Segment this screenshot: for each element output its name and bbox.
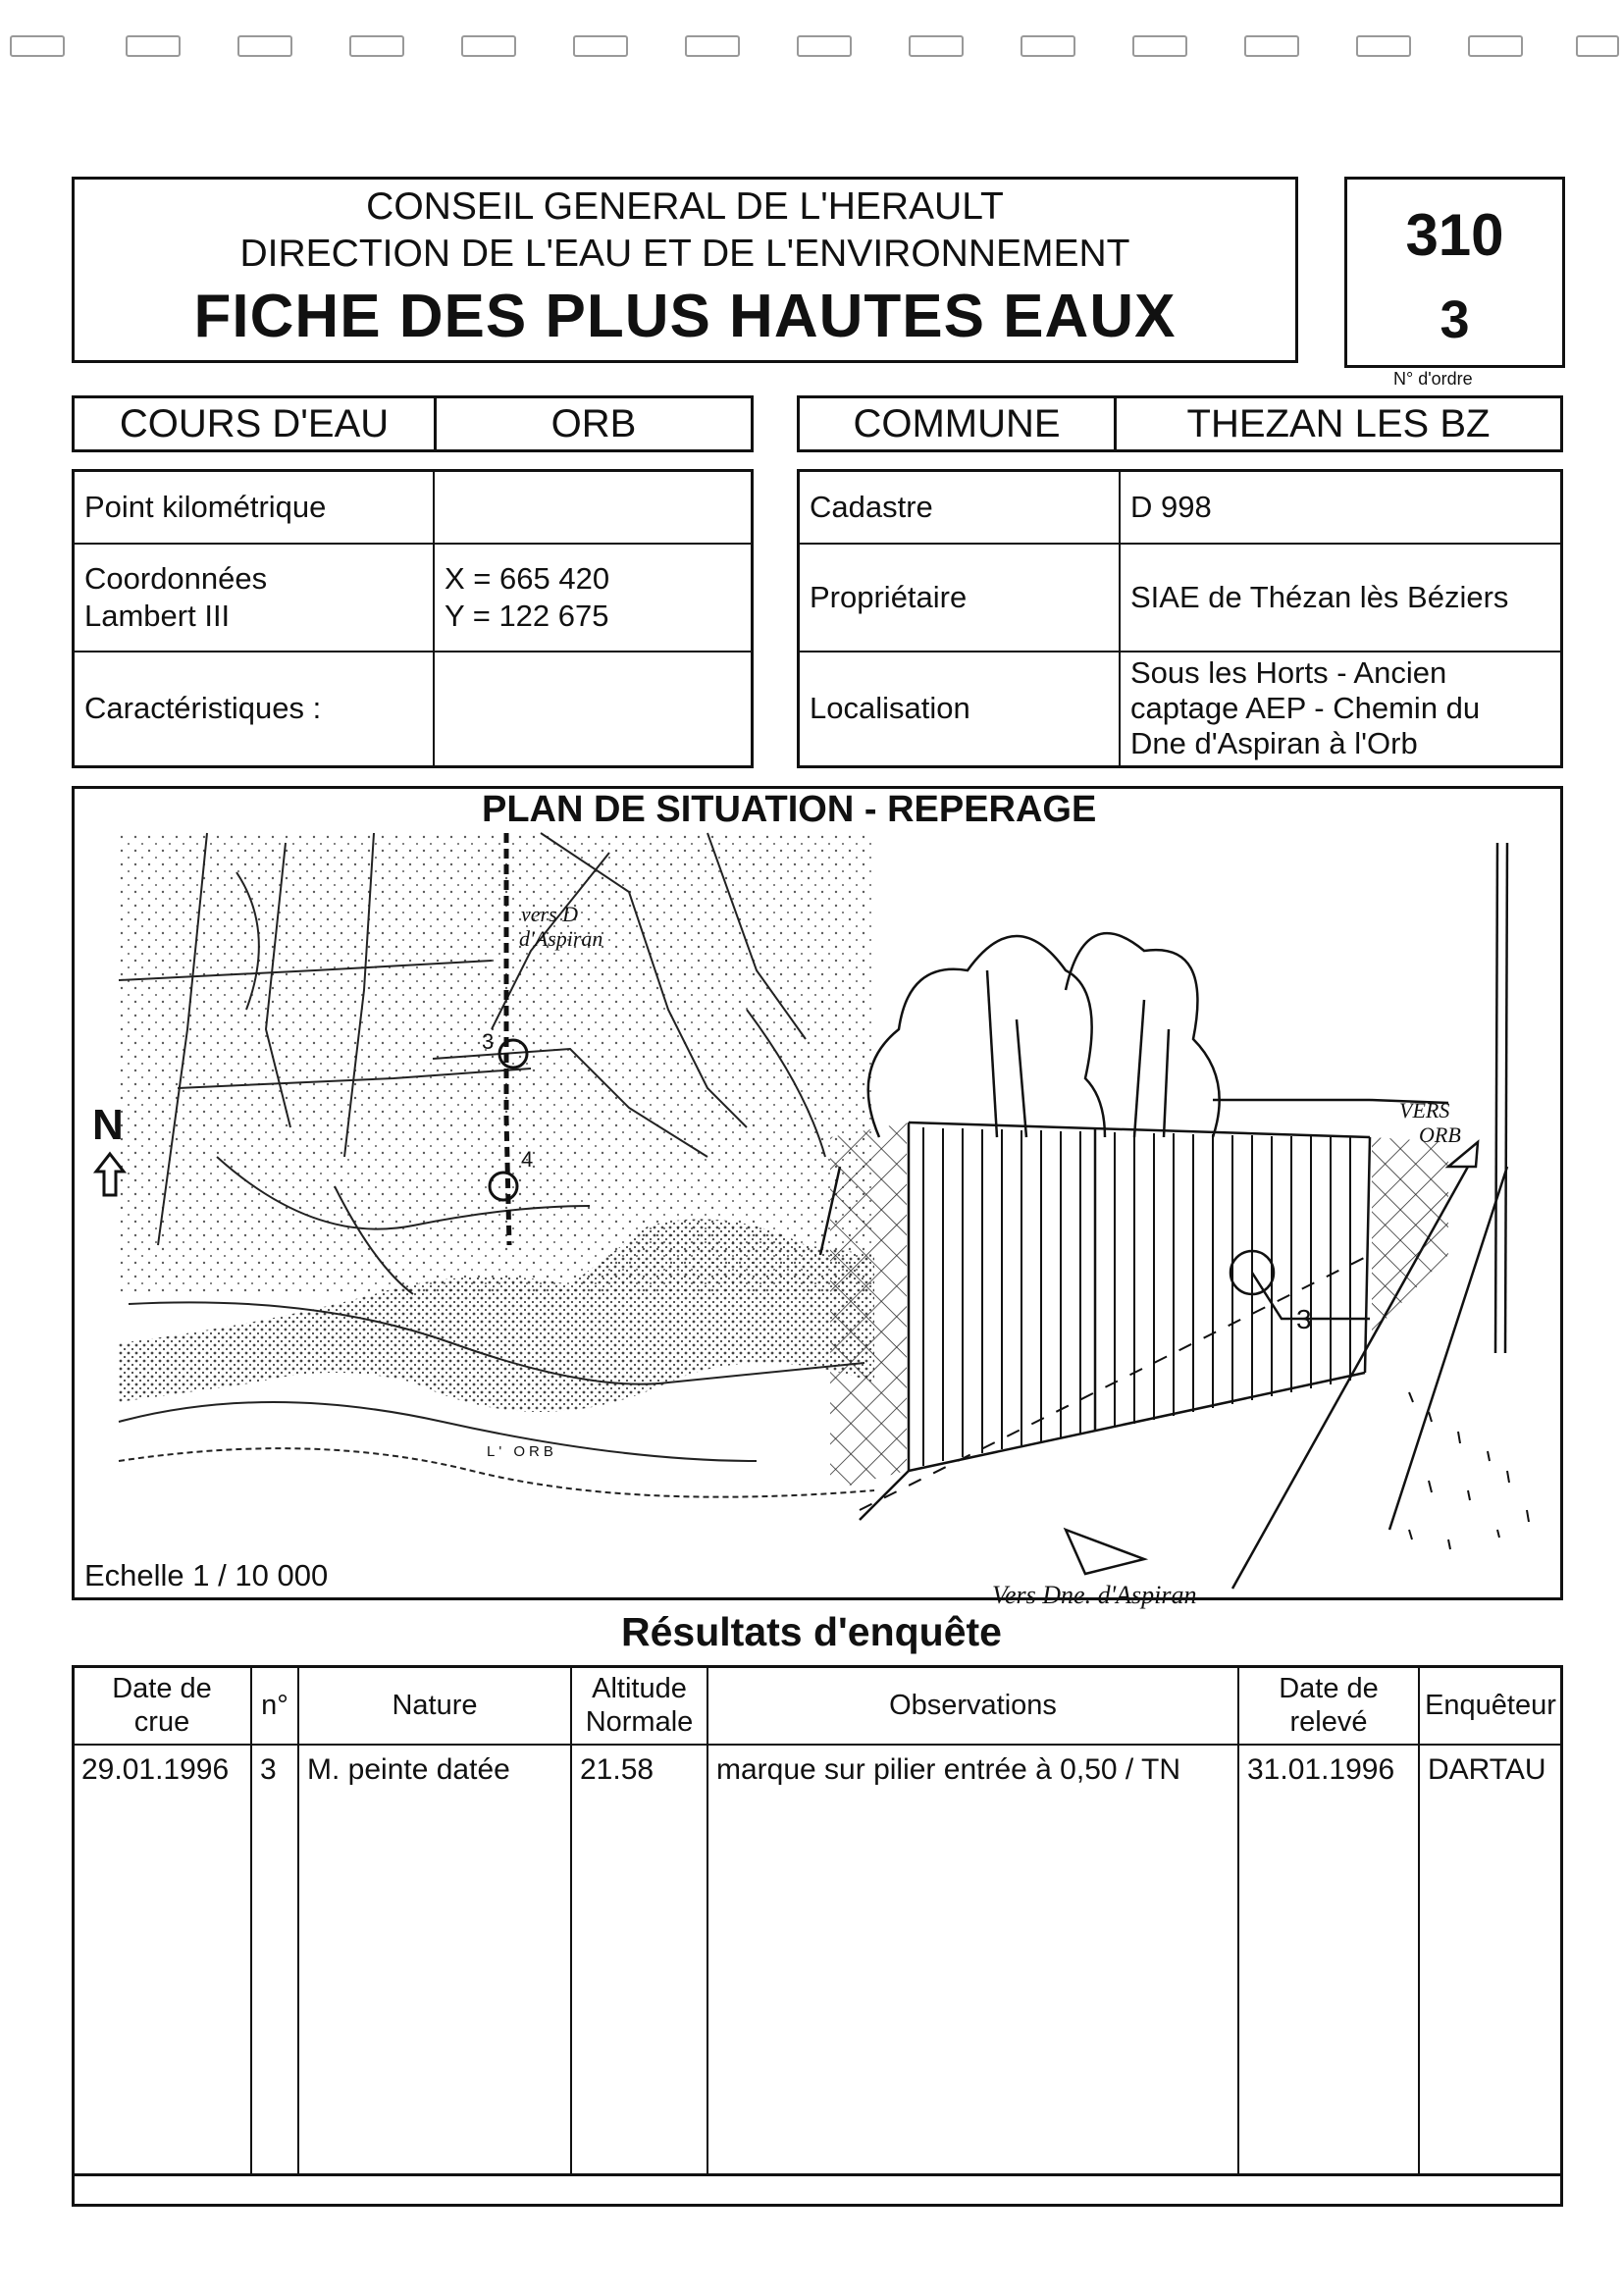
plan-title: PLAN DE SITUATION - REPERAGE: [482, 789, 1097, 830]
binder-hole: [1468, 35, 1523, 57]
map-label-orb: L' ORB: [487, 1443, 557, 1460]
col-enqueteur: Enquêteur: [1419, 1666, 1562, 1745]
proprietaire-value: SIAE de Thézan lès Béziers: [1120, 544, 1562, 652]
cell-altitude: 21.58: [571, 1745, 707, 2175]
col-date-crue-line1: Date de: [112, 1673, 212, 1704]
coord-label-1: Coordonnées: [84, 560, 268, 596]
coord-y: Y = 122 675: [445, 598, 609, 633]
location-table-right: [797, 469, 1563, 768]
cell-observations: marque sur pilier entrée à 0,50 / TN: [707, 1745, 1238, 2175]
cell-nature: M. peinte datée: [298, 1745, 571, 2175]
binder-hole: [1356, 35, 1411, 57]
binder-hole: [10, 35, 65, 57]
fiche-number: 310: [1405, 202, 1504, 268]
pk-label: Point kilométrique: [74, 471, 435, 544]
binder-hole: [126, 35, 181, 57]
sketch-label-orb: ORB: [1419, 1122, 1461, 1147]
site-sketch: [820, 843, 1566, 1609]
col-date-crue: [73, 1666, 251, 1745]
binder-hole: [1021, 35, 1075, 57]
order-number: 3: [1440, 290, 1470, 349]
cours-eau-bar: [72, 395, 754, 452]
localisation-line-1: Sous les Horts - Ancien: [1130, 655, 1447, 691]
cadastre-label: Cadastre: [799, 471, 1121, 544]
binder-hole: [909, 35, 964, 57]
table-row: [73, 1745, 1562, 2175]
commune-label: COMMUNE: [800, 398, 1117, 449]
carac-value: [434, 652, 753, 767]
number-box: [1344, 177, 1565, 368]
binder-hole: [797, 35, 852, 57]
sketch-label-vers-dne: Vers Dne. d'Aspiran: [992, 1581, 1197, 1609]
header-box: [72, 177, 1298, 363]
situation-map: [119, 833, 874, 1525]
commune-value: THEZAN LES BZ: [1186, 401, 1491, 445]
col-date-releve: [1238, 1666, 1419, 1745]
scale-label: Echelle 1 / 10 000: [84, 1558, 329, 1592]
order-label: N° d'ordre: [1393, 369, 1473, 389]
localisation-label: Localisation: [799, 652, 1121, 767]
results-title: Résultats d'enquête: [621, 1609, 1002, 1654]
localisation-line-3: Dne d'Aspiran à l'Orb: [1130, 726, 1418, 761]
col-observations: Observations: [707, 1666, 1238, 1745]
binder-hole: [349, 35, 404, 57]
col-altitude-line1: Altitude: [592, 1673, 687, 1704]
north-label: [92, 1101, 128, 1210]
proprietaire-label: Propriétaire: [799, 544, 1121, 652]
carac-label: Caractéristiques :: [74, 652, 435, 767]
binder-hole: [1132, 35, 1187, 57]
coord-x: X = 665 420: [445, 560, 610, 596]
col-altitude: [571, 1666, 707, 1745]
sketch-label-vers: VERS: [1399, 1098, 1450, 1122]
results-table: [72, 1665, 1563, 2176]
binder-hole: [1576, 35, 1619, 57]
cadastre-value: D 998: [1120, 471, 1562, 544]
coord-label: [74, 544, 435, 652]
binder-hole: [1244, 35, 1299, 57]
coord-values: [434, 544, 753, 652]
plan-situation: [72, 786, 1563, 1609]
cell-num: 3: [251, 1745, 298, 2175]
cell-date-crue: 29.01.1996: [73, 1745, 251, 2175]
cours-eau-label: COURS D'EAU: [75, 398, 437, 449]
localisation-line-2: captage AEP - Chemin du: [1130, 691, 1481, 726]
sketch-mark-3: 3: [1296, 1304, 1312, 1334]
cell-date-releve: 31.01.1996: [1238, 1745, 1419, 2175]
col-altitude-line2: Normale: [585, 1706, 694, 1738]
col-date-releve-line2: relevé: [1289, 1706, 1368, 1738]
commune-bar: [797, 395, 1563, 452]
binder-hole: [685, 35, 740, 57]
header-line-2: DIRECTION DE L'EAU ET DE L'ENVIRONNEMENT: [239, 233, 1130, 275]
map-mark-3: 3: [482, 1029, 495, 1054]
cell-enqueteur: DARTAU: [1419, 1745, 1562, 2175]
cours-eau-value: ORB: [550, 401, 637, 445]
map-mark-4: 4: [521, 1147, 534, 1172]
col-nature: Nature: [298, 1666, 571, 1745]
col-num: n°: [251, 1666, 298, 1745]
north-arrow-icon: [92, 1150, 128, 1199]
location-table-left: [72, 469, 754, 768]
north-letter: N: [92, 1101, 124, 1149]
binder-hole: [573, 35, 628, 57]
map-label-aspiran: d'Aspiran: [519, 926, 603, 951]
col-date-crue-line2: crue: [133, 1706, 190, 1738]
page-title: FICHE DES PLUS HAUTES EAUX: [193, 283, 1177, 350]
binder-hole: [461, 35, 516, 57]
coord-label-2: Lambert III: [84, 598, 231, 633]
map-label-vers: vers D: [521, 902, 579, 926]
binder-hole: [237, 35, 292, 57]
localisation-value: [1120, 652, 1562, 767]
pk-value: [434, 471, 753, 544]
col-date-releve-line1: Date de: [1279, 1673, 1379, 1704]
header-line-1: CONSEIL GENERAL DE L'HERAULT: [366, 185, 1004, 228]
